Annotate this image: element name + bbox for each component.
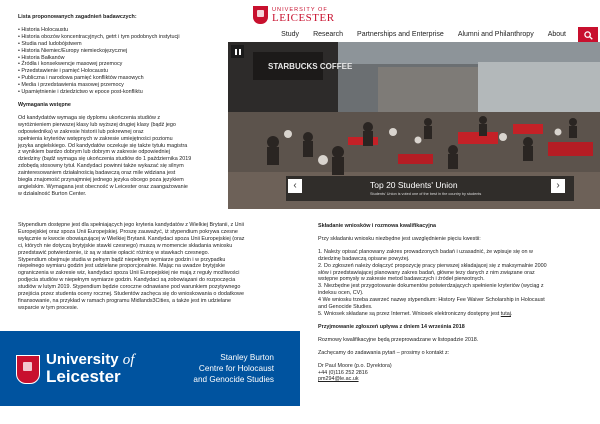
- banner-centre-line: Stanley Burton: [220, 353, 274, 362]
- crest-icon: [253, 6, 268, 24]
- crest-icon: [16, 355, 40, 384]
- topics-list: [18, 27, 230, 96]
- text-line: przejścia przez studenta oceny rocznej. Studentów zachęca się do wnioskowania o dodatkowe: [18, 291, 244, 298]
- topics-heading: Lista proponowanych zagadnień badawczych:: [18, 14, 137, 20]
- text-line: słów i przedstawiającej planowany zakres badań, główne tezy danych z nim związane oraz: [318, 269, 535, 276]
- text-line: języka angielskiego. Od kandydatów oczekuje się także tytułu magistra: [18, 142, 188, 149]
- questions-text: Zachęcamy do zadawania pytań – prosimy o kontakt z:: [318, 349, 450, 356]
- list-item: • Przedstawienie i pamięć Holocaustu: [18, 68, 108, 75]
- text-line: wstępne pomysły w zakresie metod badawczych i źródeł pierwotnych.: [318, 276, 485, 283]
- pause-icon-bar: [235, 49, 237, 55]
- contact-email-link[interactable]: pm294@le.ac.uk: [318, 376, 359, 383]
- prev-slide-button[interactable]: [288, 179, 302, 193]
- text-line: przedstawić potwierdzenie, iż są w stanie opłacić różnicę w stawkach czesnego.: [18, 249, 210, 256]
- text-line: wsparcie w tym procesie.: [18, 304, 79, 311]
- text-line: ci, których nie dotyczą brytyjskie stawki czesnego) muszą w momencie składania wniosku: [18, 242, 233, 249]
- nav-alumni[interactable]: Alumni and Philanthropy: [457, 31, 534, 38]
- banner-centre-name: [193, 352, 274, 385]
- logo-line1: UNIVERSITY OF: [272, 7, 328, 13]
- text-line: studiów w lutym 2019. Stypendium będzie coroczne odnawiane pod warunkiem pozytywnego: [18, 284, 241, 291]
- text-line: zdobędą stosowny tytuł. Kandydaci powinni także wykazać się silnym: [18, 163, 184, 170]
- banner-uni-word: University: [46, 351, 119, 368]
- application-section: [318, 223, 580, 383]
- nav-research[interactable]: Research: [313, 31, 344, 38]
- text-line: 3. Niezbędne jest przygotowanie dokumentów potwierdzających spełnienie kryteriów (wyciąg z: [318, 283, 544, 290]
- text-line: dziedzinę badawczą opisane powyżej.: [318, 255, 410, 262]
- text-line: 5. Wniosek składane są przez Internet. Wniosek elektroniczny dostępny jest tutaj.: [318, 310, 513, 317]
- application-link[interactable]: tutaj: [500, 310, 511, 317]
- pause-button[interactable]: [231, 45, 244, 58]
- interviews-text: Rozmowy kwalifikacyjne będą przeprowadzane w listopadzie 2018.: [318, 336, 479, 343]
- chevron-left-icon: ‹: [293, 180, 297, 191]
- banner-leicester: Leicester: [46, 367, 121, 386]
- text-line: wyłącznie w kwocie obowiązującej w Wielkiej Brytanii. Kandydaci spoza Unii Europejskiej (oraz: [18, 235, 245, 242]
- nav-about[interactable]: About: [547, 31, 566, 38]
- pause-icon-bar: [239, 49, 241, 55]
- starbucks-sign: STARBUCKS COFFEE: [268, 62, 353, 71]
- banner-of-word: of: [122, 352, 135, 368]
- text-line: 4 We wniosku trzeba zawrzeć nazwę stypendium: History Fee Waiver Scholarship in Holocaust: [318, 297, 545, 304]
- list-item: • Źródła i konsekwencje masowej przemocy: [18, 61, 123, 68]
- main-nav: [281, 31, 566, 38]
- text-line: biegła znajomość przynajmniej jednego języka obcego poza językiem: [18, 177, 184, 184]
- hero-slideshow[interactable]: [228, 42, 600, 209]
- text-line: indeksu ocen, CV).: [318, 290, 364, 297]
- nav-partnerships[interactable]: Partnerships and Enterprise: [357, 31, 444, 38]
- text-line: niepełnego wymiaru godzin jest udzielane proporcjonalnie. Mając na uwadze brytyjskie: [18, 263, 226, 270]
- text-line: z wynikiem bardzo dobrym lub dobrym w zakresie odpowiedniej: [18, 149, 170, 156]
- list-item: • Publiczna i narodowa pamięć konfliktów masowych: [18, 75, 144, 82]
- banner-centre-line: Centre for Holocaust: [198, 364, 274, 373]
- nav-study[interactable]: Study: [281, 31, 300, 38]
- requirements-heading: Wymagania wstępne: [18, 101, 71, 108]
- banner-centre-line: and Genocide Studies: [193, 375, 274, 384]
- deadline: Przyjmowanie zgłoszeń upływa z dniem 14 września 2018: [318, 323, 465, 330]
- slide-caption: [286, 176, 574, 201]
- application-intro: Przy składaniu wniosku niezbędne jest uwzględnienie pięciu kwestii:: [318, 235, 481, 242]
- text-line: angielskim. Wymagana jest obecność w Leicester oraz zaangażowanie: [18, 183, 188, 190]
- text-line: wyróżnieniem pierwszej klasy lub wyższej drugiej klasy (bądź jego: [18, 121, 176, 128]
- logo-line2: LEICESTER: [272, 12, 335, 24]
- banner-university-name: [46, 352, 134, 386]
- list-item: • Historia Holocaustu: [18, 26, 69, 33]
- text-line: w działalność Burton Center.: [18, 190, 87, 197]
- text-line: 1. Należy opisać planowany zakres prowadzonych badań i uzasadnić, że wpisuje się on w: [318, 248, 533, 255]
- scholarship-text: [18, 222, 280, 312]
- text-line: dziedziny (bądź wymaga się ukończenia studiów do 1 października 2019: [18, 156, 192, 163]
- list-item: • Studia nad ludobójstwem: [18, 40, 82, 47]
- text-line: finansowanie, na przykład w ramach programu Midlands3Cities, a także jest im udzielane: [18, 297, 232, 304]
- application-heading: Składanie wniosków i rozmowa kwalifikacyjna: [318, 223, 437, 229]
- text-line: and Genocide Studies.: [318, 304, 373, 311]
- list-item: • Media i przedstawienia masowej przemocy: [18, 82, 124, 89]
- online-application-text: 5. Wniosek składane są przez Internet. Wniosek elektroniczny dostępny jest: [318, 310, 500, 317]
- text-line: spełnienia kryteriów wstępnych w zakresie umiejętności poziomu: [18, 135, 173, 142]
- search-icon: [584, 31, 593, 40]
- text-line: ograniczenia w zakresie wiz, kandydaci spoza Unii Europejskiej nie mają z reguły możliwości: [18, 270, 240, 277]
- text-line: odpowiednika) w zakresie historii lub pokrewnej oraz: [18, 128, 144, 135]
- caption-subtitle: Students' Union is voted one of the best in the country by students: [370, 192, 482, 196]
- next-slide-button[interactable]: [551, 179, 565, 193]
- university-logo[interactable]: [253, 5, 335, 25]
- requirements-text: [18, 115, 230, 198]
- list-item: • Historia Bałkanów: [18, 54, 65, 61]
- contact-name: Dr Paul Moore (p.o. Dyrektora): [318, 362, 392, 369]
- text-line: Od kandydatów wymaga się dyplomu ukończenia studiów z: [18, 114, 161, 121]
- text-line: podjęcia studiów w niepełnym wymiarze godzin. Kandydaci są zobowiązani do rozpoczęcia: [18, 277, 236, 284]
- list-item: • Upamiętnienie i dziedzictwo w epoce post-konfliktu: [18, 89, 143, 96]
- text-line: zainteresowaniem działalnością badawczą oraz mile widziana jest: [18, 170, 176, 177]
- left-column: [18, 14, 230, 198]
- text-line: Europejskiej oraz spoza Unii Europejskiej. Proszę zauważyć, iż stypendium pokrywa czesne: [18, 228, 238, 235]
- caption-title: Top 20 Students' Union: [370, 180, 458, 190]
- text-line: 2. Do zgłoszeń należy dołączyć propozycję pracy pierwszej składającej się z maksymalnie 2000: [318, 262, 547, 269]
- contact-phone: +44 (0)116 252 2816: [318, 369, 368, 376]
- text-line: Stypendium dostępne jest dla spełniających jego kryteria kandydatów z Wielkiej Brytanii, z Unii: [18, 222, 244, 228]
- centre-banner: [0, 331, 300, 406]
- list-item: • Historia obozów koncentracyjnych, getrt i tym podobnych instytucji: [18, 33, 180, 40]
- text-line: Stypendium obejmuje studia w pełnym bądź niepełnym wymiarze godzin i w przypadku: [18, 256, 226, 263]
- chevron-right-icon: ›: [556, 180, 560, 191]
- list-item: • Historia Niemiec/Europy niemieckojęzycznej: [18, 47, 128, 54]
